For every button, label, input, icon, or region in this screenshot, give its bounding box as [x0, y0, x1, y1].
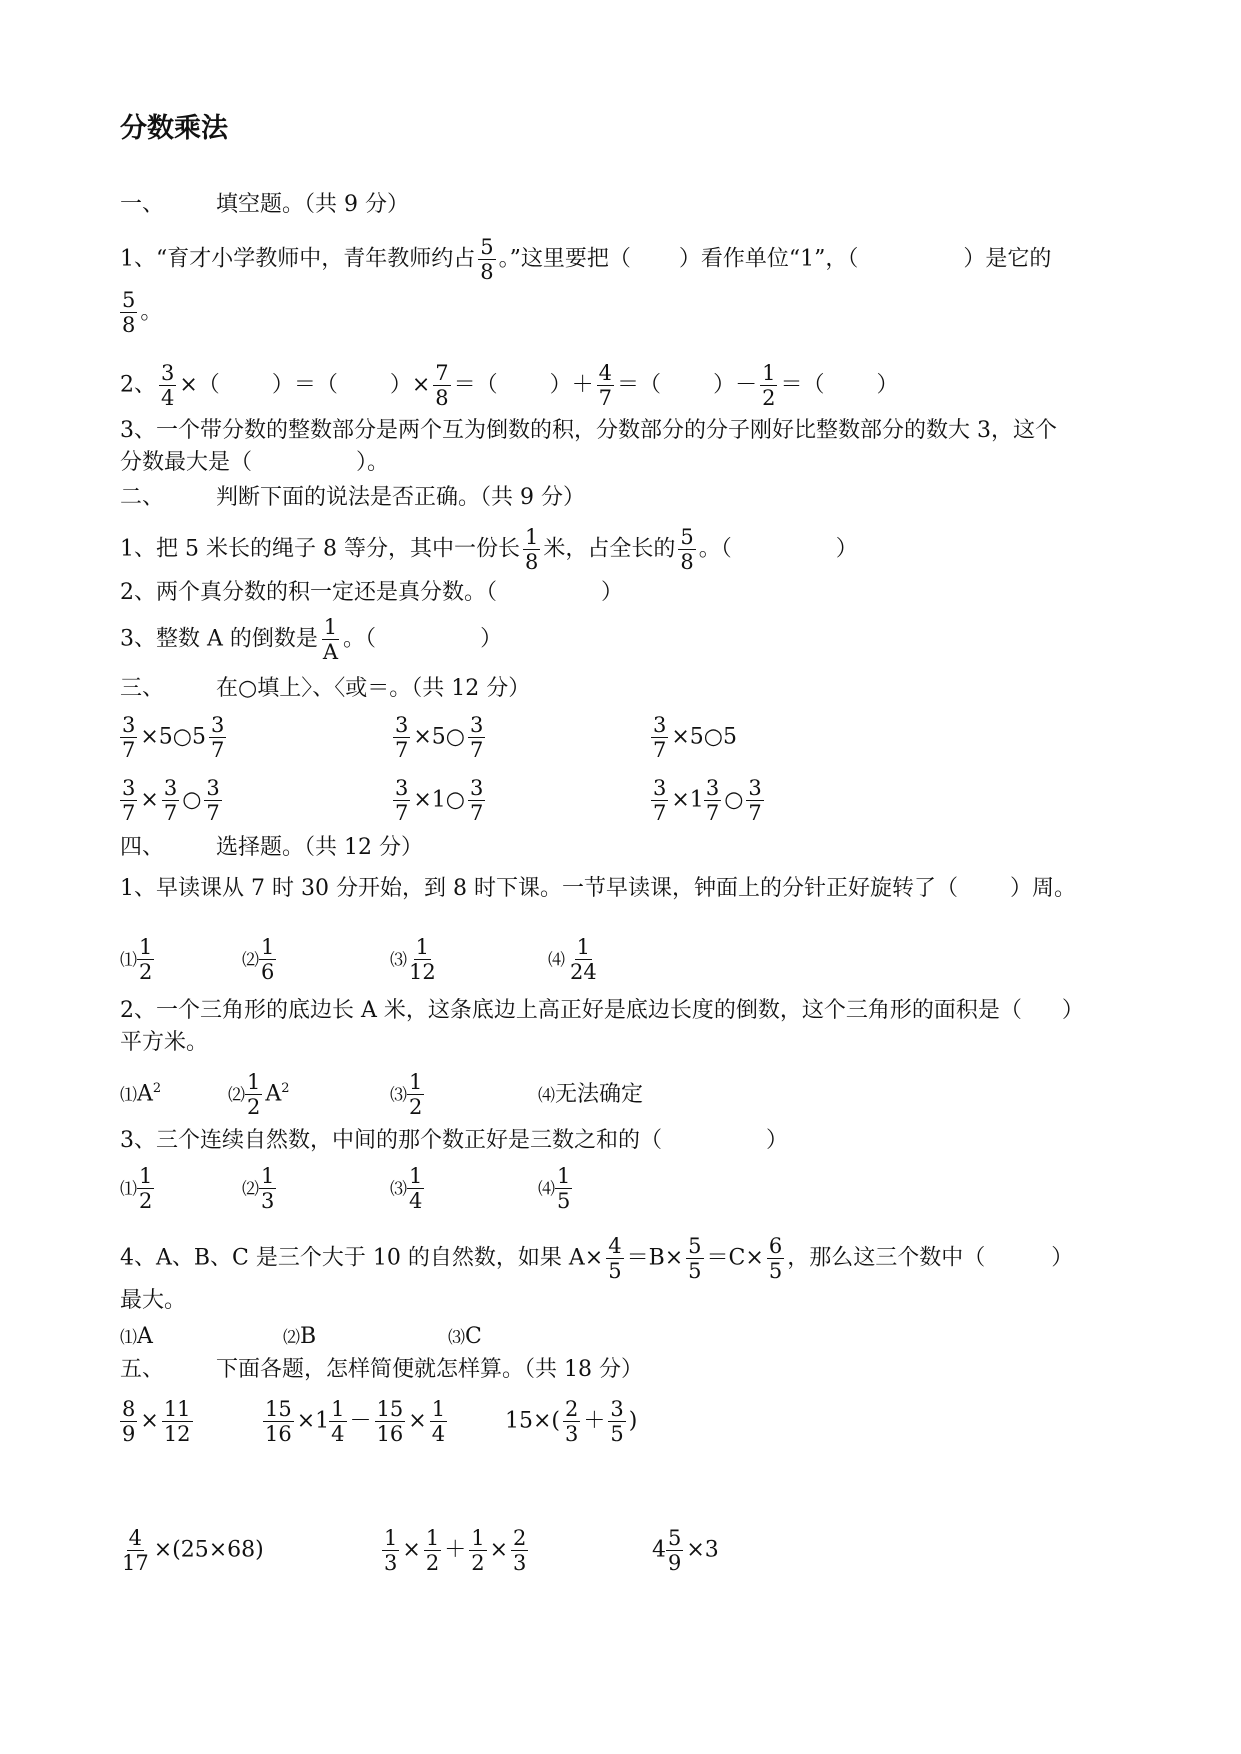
s3-row-1: [120, 714, 737, 761]
numerator: 1: [331, 1397, 345, 1421]
numerator: 2: [565, 1397, 579, 1421]
s4-question-3: [120, 1130, 788, 1152]
s2-question-3: [120, 616, 502, 663]
numerator: 5: [122, 288, 136, 312]
text: ⑴: [120, 1328, 137, 1348]
text: ○: [182, 787, 202, 813]
text: ⑷: [538, 1179, 555, 1200]
text: B: [300, 1324, 317, 1349]
text: ＋: [444, 1537, 467, 1563]
text: ）: [766, 1128, 789, 1153]
text: 4: [652, 1537, 666, 1563]
denominator: 12: [409, 960, 436, 985]
text: 。: [140, 299, 163, 325]
fraction: [563, 1398, 580, 1445]
numerator: 1: [431, 1397, 446, 1421]
numerator: 4: [128, 1526, 143, 1550]
fraction: [523, 526, 540, 573]
numerator: 1: [409, 1164, 423, 1188]
s1-question-2: [120, 362, 898, 409]
text: ）周。: [1009, 876, 1076, 901]
denominator: 2: [139, 960, 153, 985]
denominator: 2: [762, 386, 776, 411]
s4-question-4-cont: 最大。: [120, 1288, 187, 1313]
text: 四、: [120, 835, 165, 860]
numerator: 1: [557, 1164, 571, 1188]
fraction: [375, 1398, 406, 1445]
fraction: [209, 714, 226, 761]
fraction: [430, 1398, 447, 1445]
text: ＝（: [780, 372, 825, 398]
compare-item: [393, 777, 651, 824]
fraction: [608, 1398, 625, 1445]
option: [120, 1165, 242, 1212]
option: [120, 1082, 228, 1105]
text: 1、把 5 米长的绳子 8 等分，其中一份长: [120, 536, 520, 562]
numerator: 1: [323, 615, 338, 639]
fraction: [407, 1071, 424, 1118]
text: 在○填上〉、〈或＝。（共 12 分）: [216, 676, 531, 701]
numerator: 6: [768, 1234, 783, 1258]
text: 1、早读课从 7 时 30 分开始，到 8 时下课。一节早读课，钟面上的分针正好旋转了（: [120, 876, 958, 901]
fraction: [568, 936, 599, 983]
numerator: 3: [206, 776, 220, 800]
text: ×1: [671, 787, 704, 813]
text: ）是它的: [963, 246, 1052, 272]
numerator: 4: [598, 361, 613, 385]
fraction: [259, 936, 276, 983]
text: 。（: [698, 536, 732, 562]
expression: [505, 1398, 637, 1445]
fraction: [597, 362, 614, 409]
text: ⑵: [242, 950, 259, 971]
fraction: [478, 236, 495, 283]
fraction: [767, 1235, 784, 1282]
denominator: A: [322, 640, 339, 665]
denominator: 8: [122, 313, 136, 338]
section-3-heading: [120, 678, 530, 700]
fraction: [263, 1398, 294, 1445]
denominator: 7: [748, 801, 762, 826]
numerator: 7: [435, 361, 449, 385]
numerator: 1: [762, 361, 776, 385]
text: ): [628, 1408, 638, 1434]
denominator: 12: [163, 1422, 191, 1447]
text: 下面各题，怎样简便就怎样算。（共 18 分）: [216, 1357, 643, 1382]
denominator: 2: [139, 1189, 153, 1214]
text: ⑵: [283, 1328, 300, 1348]
text: ⑶: [390, 950, 407, 971]
text: A: [265, 1081, 282, 1107]
denominator: 7: [470, 801, 484, 826]
text: ）: [1051, 1245, 1074, 1271]
fraction: [555, 1165, 572, 1212]
text: 填空题。（共 9 分）: [216, 192, 409, 217]
denominator: 8: [680, 550, 694, 575]
fraction: [704, 777, 721, 824]
fraction: [329, 1398, 346, 1445]
option: [390, 936, 548, 983]
expression: [120, 1527, 382, 1574]
denominator: 4: [431, 1422, 446, 1447]
numerator: 3: [122, 776, 136, 800]
numerator: 8: [122, 1397, 136, 1421]
numerator: 1: [261, 935, 275, 959]
text: ＝（: [617, 372, 662, 398]
text: 。”这里要把（: [498, 246, 631, 272]
fraction: [678, 526, 695, 573]
denominator: 7: [206, 801, 220, 826]
numerator: 2: [513, 1526, 527, 1550]
fraction: [407, 936, 438, 983]
numerator: 3: [610, 1397, 624, 1421]
option: [538, 1165, 575, 1212]
numerator: 3: [470, 713, 484, 737]
numerator: 5: [688, 1234, 702, 1258]
s1-question-1-cont: [120, 289, 162, 336]
s5-row-2: [120, 1527, 719, 1574]
fraction: [469, 1527, 486, 1574]
fraction: [120, 1398, 137, 1445]
numerator: 4: [608, 1234, 622, 1258]
text: 米，占全长的: [543, 536, 676, 562]
text: ⑶: [390, 1179, 407, 1200]
text: A: [137, 1081, 153, 1107]
fraction: [666, 1527, 683, 1574]
numerator: 1: [524, 525, 539, 549]
text: ）: [835, 536, 858, 562]
denominator: 7: [122, 738, 136, 763]
fraction: [159, 362, 176, 409]
denominator: 8: [524, 550, 539, 575]
denominator: 4: [409, 1189, 423, 1214]
text: ⑷: [548, 950, 565, 971]
text: ）＋: [549, 372, 594, 398]
fraction: [424, 1527, 441, 1574]
denominator: 24: [570, 960, 597, 985]
denominator: 3: [261, 1189, 275, 1214]
text: －: [349, 1408, 372, 1434]
fraction: [382, 1527, 399, 1574]
fraction: [120, 1527, 151, 1574]
text: ×（: [179, 372, 220, 398]
denominator: 3: [384, 1551, 398, 1576]
denominator: 9: [668, 1551, 682, 1576]
denominator: 2: [425, 1551, 440, 1576]
text: ×5○5: [140, 724, 206, 750]
denominator: 16: [376, 1422, 404, 1447]
fraction: [468, 714, 485, 761]
text: ⑶: [448, 1328, 465, 1348]
numerator: 3: [653, 776, 667, 800]
option: [228, 1071, 390, 1118]
text: ⑴: [120, 1179, 137, 1200]
text: 判断下面的说法是否正确。（共 9 分）: [216, 485, 586, 510]
s1-question-3-cont: [120, 452, 389, 474]
fraction: [606, 1235, 623, 1282]
denominator: 6: [261, 960, 275, 985]
fraction: [137, 936, 154, 983]
denominator: 5: [610, 1422, 624, 1447]
denominator: 4: [331, 1422, 345, 1447]
denominator: 17: [122, 1551, 149, 1576]
text: ⑵: [242, 1179, 259, 1200]
compare-item: [651, 714, 737, 761]
option: [120, 936, 242, 983]
fraction: [321, 616, 340, 663]
page-title: 分数乘法: [120, 113, 228, 144]
fraction: [651, 777, 668, 824]
denominator: 7: [705, 801, 720, 826]
option: [390, 1071, 538, 1118]
fraction: [393, 777, 410, 824]
numerator: 3: [653, 713, 667, 737]
s4-question-2: [120, 1000, 1084, 1022]
text: 一、: [120, 192, 165, 217]
exponent: 2: [152, 1081, 162, 1097]
section-4-heading: [120, 837, 423, 859]
fraction: [162, 1398, 193, 1445]
fraction: [746, 777, 763, 824]
fraction: [686, 1235, 703, 1282]
text: A: [137, 1324, 153, 1349]
text: 五、: [120, 1357, 165, 1382]
denominator: 5: [557, 1189, 571, 1214]
text: ⑶: [390, 1085, 407, 1106]
numerator: 15: [265, 1397, 292, 1421]
section-5-heading: [120, 1359, 643, 1381]
text: ×: [140, 1408, 159, 1434]
text: ）看作单位“1”，（: [678, 246, 859, 272]
denominator: 2: [471, 1551, 485, 1576]
text: ，那么这三个数中（: [787, 1245, 986, 1271]
numerator: 11: [163, 1397, 191, 1421]
compare-item: [120, 714, 393, 761]
text: ×: [408, 1408, 427, 1434]
text: ×: [402, 1537, 421, 1563]
expression: [382, 1527, 652, 1574]
text: ○: [724, 787, 744, 813]
s5-row-1: [120, 1398, 637, 1445]
text: ×1○: [413, 787, 466, 813]
fraction: [433, 362, 450, 409]
numerator: 1: [409, 1070, 423, 1094]
denominator: 5: [768, 1259, 783, 1284]
numerator: 1: [384, 1526, 398, 1550]
s4-question-1: [120, 878, 1076, 900]
expression: [652, 1527, 719, 1574]
denominator: 7: [395, 801, 409, 826]
option: [548, 936, 602, 983]
fraction: [120, 289, 137, 336]
fraction: [137, 1165, 154, 1212]
s1-question-3: 3、一个带分数的整数部分是两个互为倒数的积，分数部分的分子刚好比整数部分的数大 3，这个: [120, 418, 1057, 443]
fraction: [393, 714, 410, 761]
numerator: 1: [471, 1526, 485, 1550]
denominator: 7: [470, 738, 484, 763]
fraction: [651, 714, 668, 761]
text: ⑴: [120, 950, 137, 971]
denominator: 7: [653, 801, 667, 826]
text: ×: [140, 787, 159, 813]
numerator: 1: [261, 1164, 275, 1188]
denominator: 7: [395, 738, 409, 763]
section-1-heading: [120, 194, 409, 216]
numerator: 3: [163, 776, 178, 800]
denominator: 3: [513, 1551, 527, 1576]
denominator: 7: [211, 738, 225, 763]
numerator: 3: [395, 776, 409, 800]
denominator: 7: [653, 738, 667, 763]
denominator: 5: [688, 1259, 702, 1284]
denominator: 7: [122, 801, 136, 826]
compare-item: [393, 714, 651, 761]
numerator: 5: [668, 1526, 682, 1550]
numerator: 3: [395, 713, 409, 737]
text: ⑷: [538, 1085, 555, 1106]
denominator: 2: [409, 1095, 423, 1120]
fraction: [204, 777, 221, 824]
s4-question-2-options: [120, 1071, 643, 1118]
s2-question-1: [120, 526, 858, 573]
denominator: 8: [480, 260, 494, 285]
text: ）－: [713, 372, 758, 398]
fraction: [120, 777, 137, 824]
numerator: 3: [122, 713, 136, 737]
s4-question-4: [120, 1235, 1073, 1282]
s4-question-1-options: [120, 936, 602, 983]
text: ＝C×: [706, 1245, 764, 1271]
section-2-heading: [120, 487, 585, 509]
text: 3、三个连续自然数，中间的那个数正好是三数之和的（: [120, 1128, 662, 1153]
denominator: 9: [122, 1422, 136, 1447]
s4-question-4-options: [120, 1326, 482, 1348]
denominator: 16: [265, 1422, 292, 1447]
denominator: 5: [608, 1259, 622, 1284]
numerator: 1: [139, 1164, 153, 1188]
text: 15×(: [505, 1408, 561, 1434]
option: [242, 1165, 390, 1212]
denominator: 7: [163, 801, 178, 826]
text: ×: [489, 1537, 509, 1563]
text: 二、: [120, 485, 165, 510]
numerator: 1: [576, 935, 591, 959]
option: [538, 1081, 644, 1107]
text: ⑵: [228, 1085, 245, 1106]
numerator: 1: [247, 1070, 261, 1094]
s1-question-1: [120, 236, 1051, 283]
s4-question-2-cont: 平方米。: [120, 1030, 209, 1055]
text: ）＝（: [271, 372, 338, 398]
text: 分数最大是（: [120, 450, 253, 475]
text: ）×: [389, 372, 431, 398]
fraction: [760, 362, 777, 409]
s2-question-2: [120, 582, 623, 604]
text: ＋: [583, 1408, 606, 1434]
denominator: 8: [435, 386, 449, 411]
text: ×(25×68): [153, 1537, 264, 1563]
text: 无法确定: [555, 1081, 644, 1107]
exponent: 2: [281, 1081, 290, 1097]
numerator: 1: [425, 1526, 440, 1550]
text: ）: [1061, 998, 1084, 1023]
denominator: 3: [565, 1422, 579, 1447]
text: 3、整数 A 的倒数是: [120, 626, 318, 652]
text: C: [465, 1324, 482, 1349]
option: [448, 1326, 482, 1348]
numerator: 3: [161, 361, 175, 385]
text: 三、: [120, 676, 165, 701]
expression: [120, 1398, 263, 1445]
s4-question-3-options: [120, 1165, 575, 1212]
fraction: [407, 1165, 424, 1212]
text: 2、两个真分数的积一定还是真分数。（: [120, 580, 497, 605]
text: ×5○5: [671, 724, 737, 750]
text: ×3: [686, 1537, 719, 1563]
numerator: 5: [680, 525, 694, 549]
numerator: 15: [376, 1397, 404, 1421]
text: ）。: [356, 450, 390, 475]
text: ）: [876, 372, 899, 398]
option: [283, 1326, 448, 1348]
text: ＝B×: [626, 1245, 684, 1271]
option: [242, 936, 390, 983]
text: 选择题。（共 12 分）: [216, 835, 423, 860]
fraction: [245, 1071, 262, 1118]
denominator: 2: [247, 1095, 261, 1120]
s3-row-2: [120, 777, 767, 824]
compare-item: [120, 777, 393, 824]
expression: [263, 1398, 505, 1445]
text: ×5○: [413, 724, 466, 750]
numerator: 1: [415, 935, 430, 959]
fraction: [511, 1527, 528, 1574]
compare-item: [651, 777, 767, 824]
fraction: [120, 714, 137, 761]
numerator: 1: [139, 935, 153, 959]
numerator: 3: [211, 713, 225, 737]
text: 1、“育才小学教师中，青年教师约占: [120, 246, 476, 272]
denominator: 7: [598, 386, 613, 411]
fraction: [468, 777, 485, 824]
option: [390, 1165, 538, 1212]
text: 。（: [343, 626, 377, 652]
numerator: 5: [480, 235, 494, 259]
text: 2、一个三角形的底边长 A 米，这条底边上高正好是底边长度的倒数，这个三角形的面积是（: [120, 998, 1022, 1023]
text: ）: [601, 580, 624, 605]
text: 2、: [120, 372, 156, 398]
fraction: [162, 777, 179, 824]
denominator: 4: [161, 386, 175, 411]
numerator: 3: [470, 776, 484, 800]
numerator: 3: [748, 776, 762, 800]
option: [120, 1326, 283, 1348]
text: 4、A、B、C 是三个大于 10 的自然数，如果 A×: [120, 1245, 604, 1271]
text: ）: [480, 626, 503, 652]
fraction: [259, 1165, 276, 1212]
text: ＝（: [453, 372, 498, 398]
text: ⑴: [120, 1085, 137, 1106]
text: ×1: [296, 1408, 330, 1434]
numerator: 3: [705, 776, 720, 800]
